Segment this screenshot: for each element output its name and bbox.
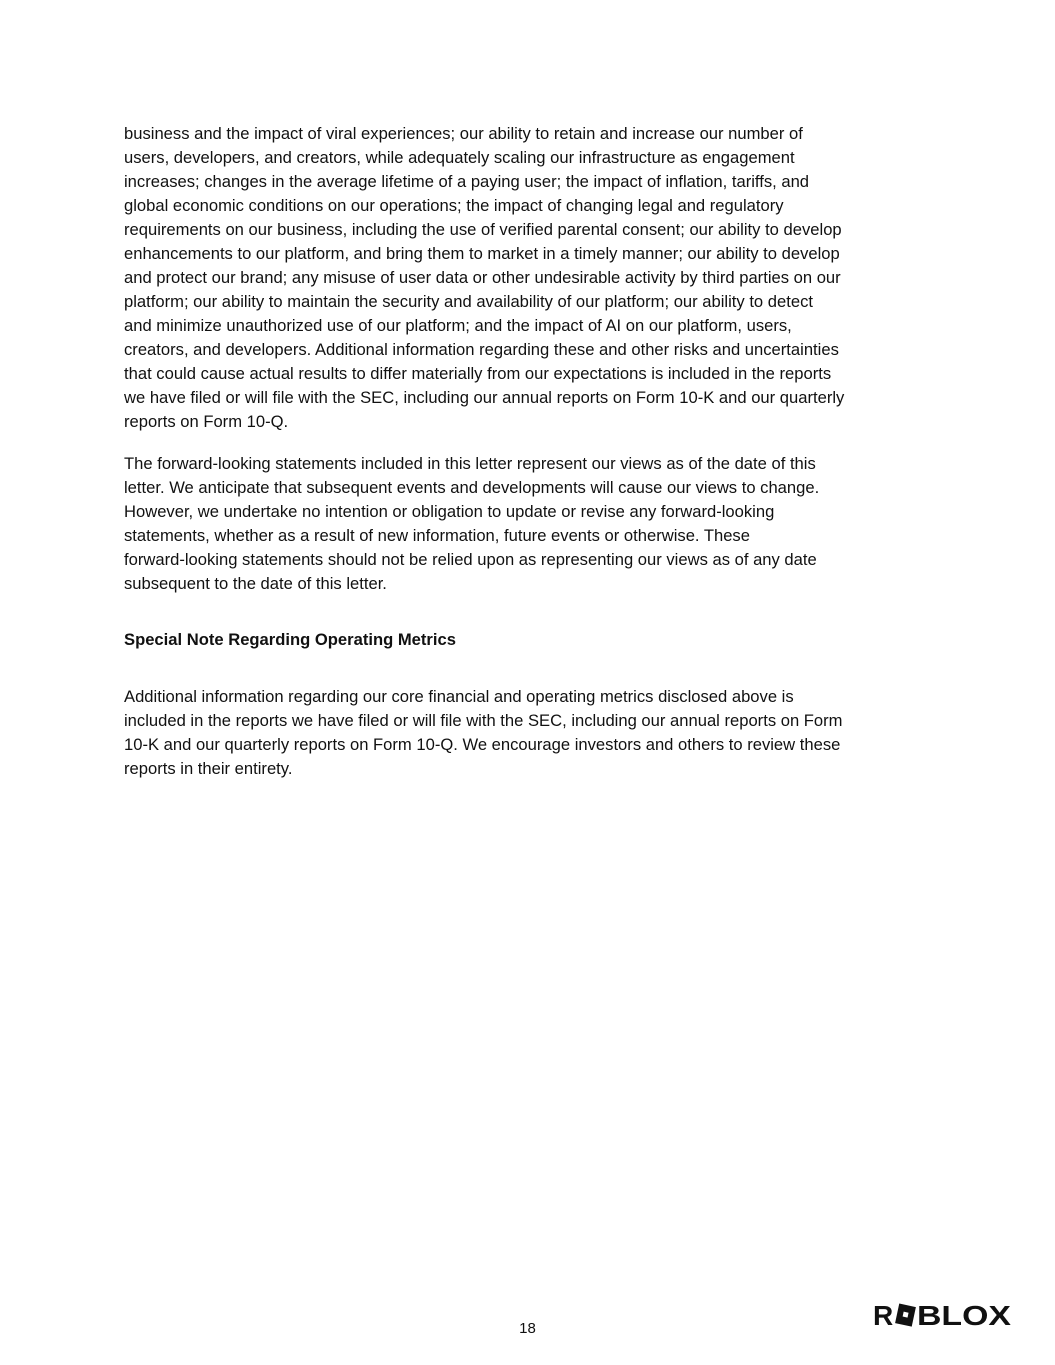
text-line: requirements on our business, including the use of verified parental consent; our ability to develop	[124, 220, 842, 239]
text-line: statements, whether as a result of new information, future events or otherwise. These	[124, 526, 750, 545]
text-line: reports on Form 10-Q.	[124, 412, 289, 431]
text-line: 10-K and our quarterly reports on Form 10-Q. We encourage investors and others to review these	[124, 735, 841, 754]
text-line: included in the reports we have filed or will file with the SEC, including our annual reports on Form	[124, 711, 843, 730]
text-line: global economic conditions on our operations; the impact of changing legal and regulatory	[124, 196, 784, 215]
text-line: letter. We anticipate that subsequent events and developments will cause our views to change.	[124, 478, 820, 497]
svg-text:BLOX: BLOX	[917, 1302, 1012, 1328]
text-line: reports in their entirety.	[124, 759, 293, 778]
svg-text:R: R	[873, 1302, 894, 1328]
text-line: platform; our ability to maintain the security and availability of our platform; our ability to detect	[124, 292, 813, 311]
text-line: However, we undertake no intention or obligation to update or revise any forward-looking	[124, 502, 775, 521]
roblox-logo	[873, 1302, 1013, 1328]
operating-metrics-paragraph	[124, 685, 944, 781]
text-line: subsequent to the date of this letter.	[124, 574, 387, 593]
section-heading: Special Note Regarding Operating Metrics	[124, 630, 456, 649]
forward-looking-paragraph	[124, 452, 944, 596]
page-number: 18	[519, 1320, 536, 1337]
text-line: users, developers, and creators, while adequately scaling our infrastructure as engagement	[124, 148, 795, 167]
text-line: increases; changes in the average lifetime of a paying user; the impact of inflation, tariffs, and	[124, 172, 810, 191]
text-line: and minimize unauthorized use of our platform; and the impact of AI on our platform, users,	[124, 316, 792, 335]
text-line: enhancements to our platform, and bring them to market in a timely manner; our ability to develop	[124, 244, 840, 263]
text-line: that could cause actual results to differ materially from our expectations is included in the reports	[124, 364, 832, 383]
text-line: The forward-looking statements included in this letter represent our views as of the date of this	[124, 454, 816, 473]
risk-factors-paragraph	[124, 122, 944, 434]
text-line: forward-looking statements should not be relied upon as representing our views as of any date	[124, 550, 817, 569]
text-line: business and the impact of viral experiences; our ability to retain and increase our number of	[124, 124, 803, 143]
text-line: Additional information regarding our core financial and operating metrics disclosed above is	[124, 687, 794, 706]
text-line: creators, and developers. Additional information regarding these and other risks and uncertainties	[124, 340, 839, 359]
text-line: and protect our brand; any misuse of user data or other undesirable activity by third parties on our	[124, 268, 841, 287]
text-line: we have filed or will file with the SEC, including our annual reports on Form 10-K and our quarterly	[124, 388, 845, 407]
